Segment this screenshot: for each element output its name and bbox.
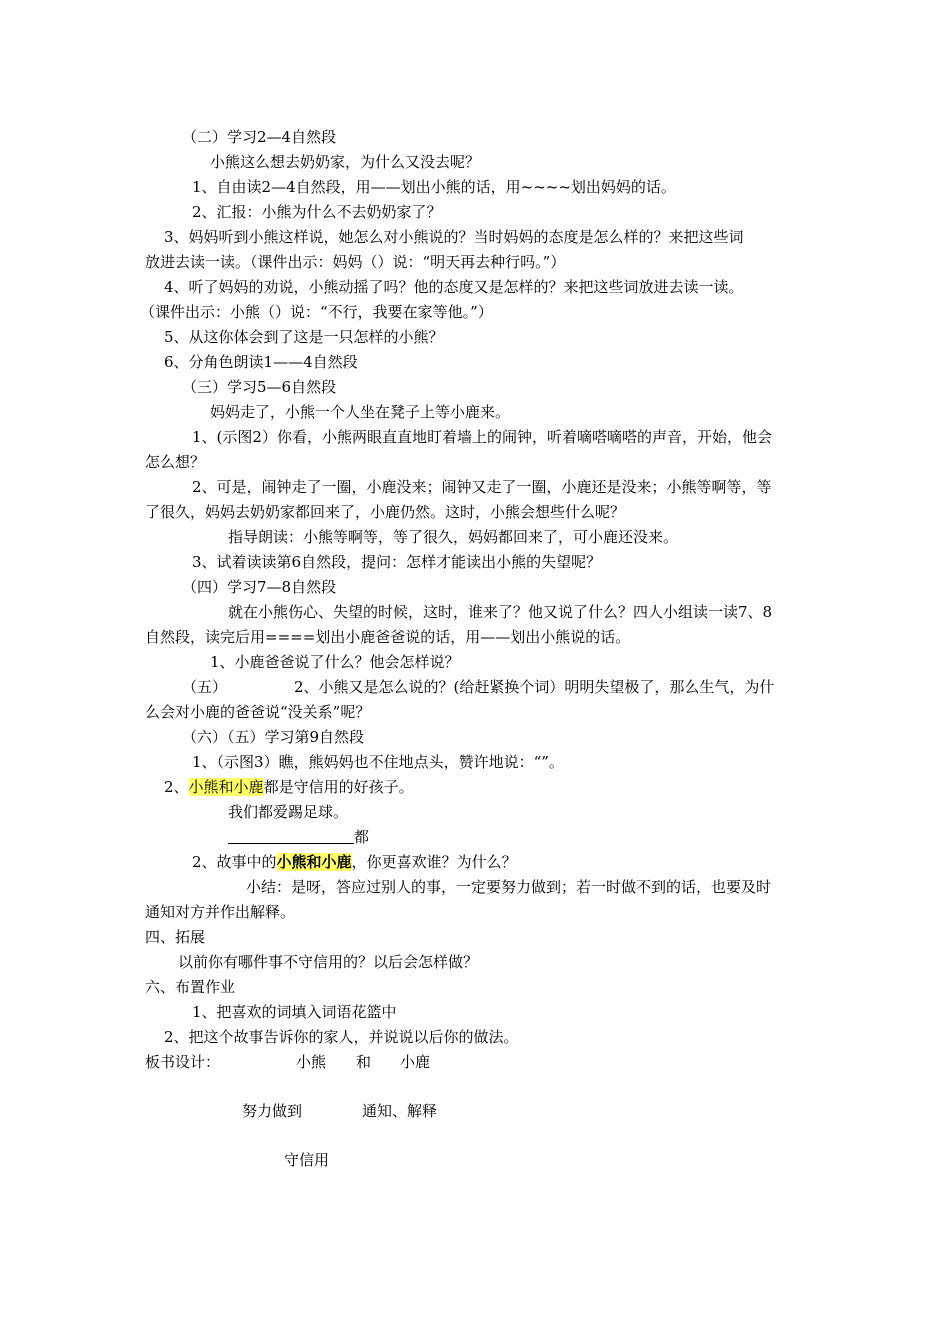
paragraph-line: 就在小熊伤心、失望的时候，这时，谁来了？他又说了什么？四人小组读一读7、8	[228, 603, 773, 621]
board-item-trust: 守信用	[284, 1151, 330, 1169]
highlighted-text: 小熊和小鹿	[276, 853, 352, 871]
paragraph-line: 放进去读一读。（课件出示：妈妈（）说：“明天再去种行吗。”）	[145, 253, 566, 271]
highlighted-text: 小熊和小鹿	[188, 778, 264, 796]
section-heading-4: （四）学习7—8自然段	[182, 578, 337, 596]
paragraph-line: 2、小熊又是怎么说的？(给赶紧换个词）明明失望极了，那么生气，为什	[294, 678, 775, 696]
paragraph-line: 4、听了妈妈的劝说，小熊动摇了吗？他的态度又是怎样的？来把这些词放进去读一读。	[164, 278, 744, 296]
paragraph-line: 小结：是呀，答应过别人的事，一定要努力做到；若一时做不到的话，也要及时	[246, 878, 772, 896]
line-suffix: ，你更喜欢谁？为什么？	[351, 853, 517, 871]
line-prefix: 2、故事中的	[192, 853, 277, 871]
board-design-label: 板书设计：	[145, 1053, 221, 1071]
paragraph-line: 1、自由读2—4自然段，用——划出小熊的话，用~~~~划出妈妈的话。	[192, 178, 676, 196]
paragraph-line: 通知对方并作出解释。	[145, 903, 296, 921]
paragraph-line: 妈妈走了，小熊一个人坐在凳子上等小鹿来。	[210, 403, 511, 421]
line-suffix: 都是守信用的好孩子。	[263, 778, 414, 796]
board-item-and: 和	[356, 1053, 372, 1071]
paragraph-line: 么会对小鹿的爸爸说“没关系”呢？	[145, 703, 371, 721]
paragraph-line: 5、从这你体会到了这是一只怎样的小熊？	[164, 328, 444, 346]
paragraph-line-highlighted	[164, 777, 414, 797]
board-item-effort: 努力做到	[242, 1102, 303, 1120]
section-heading-2: （二）学习2—4自然段	[182, 128, 337, 146]
paragraph-line: 1、（示图3）瞧，熊妈妈也不住地点头，赞许地说：“”。	[192, 753, 564, 771]
blank-underline	[228, 828, 354, 844]
line-prefix: 2、	[164, 778, 189, 796]
section-heading-extension: 四、拓展	[145, 928, 206, 946]
board-item-notify: 通知、解释	[362, 1102, 438, 1120]
paragraph-line: 1、小鹿爸爸说了什么？他会怎样说？	[210, 653, 460, 671]
paragraph-line: 2、汇报：小熊为什么不去奶奶家了？	[192, 203, 442, 221]
paragraph-line: 1、把喜欢的词填入词语花篮中	[192, 1003, 397, 1021]
paragraph-line: 小熊这么想去奶奶家，为什么又没去呢？	[210, 153, 481, 171]
paragraph-line: 2、可是，闹钟走了一圈，小鹿没来；闹钟又走了一圈，小鹿还是没来；小熊等啊等，等	[192, 478, 772, 496]
section-heading-3: （三）学习5—6自然段	[182, 378, 337, 396]
paragraph-line-highlighted	[192, 852, 517, 872]
paragraph-line: 了很久，妈妈去奶奶家都回来了，小鹿仍然。这时，小熊会想些什么呢？	[145, 503, 626, 521]
paragraph-line: （课件出示：小熊（）说：“不行，我要在家等他。”）	[140, 303, 493, 321]
paragraph-line: 怎么想？	[145, 453, 206, 471]
paragraph-line: 3、妈妈听到小熊这样说，她怎么对小熊说的？当时妈妈的态度是怎么样的？来把这些词	[164, 228, 744, 246]
blank-suffix: 都	[354, 828, 370, 846]
section-heading-homework: 六、布置作业	[145, 978, 236, 996]
board-item-bear: 小熊	[296, 1053, 327, 1071]
paragraph-line: 2、把这个故事告诉你的家人，并说说以后你的做法。	[164, 1028, 519, 1046]
paragraph-line: 以前你有哪件事不守信用的？以后会怎样做？	[178, 953, 479, 971]
paragraph-line: 3、试着读读第6自然段，提问：怎样才能读出小熊的失望呢？	[192, 553, 602, 571]
paragraph-line: 自然段，读完后用====划出小鹿爸爸说的话，用——划出小熊说的话。	[145, 628, 631, 646]
paragraph-line: 1、(示图2）你看，小熊两眼直直地盯着墙上的闹钟，听着嘀嗒嘀嗒的声音，开始，他会	[192, 428, 772, 446]
section-heading-5: （五）	[182, 678, 228, 696]
section-heading-6: （六）（五）学习第9自然段	[182, 728, 365, 746]
board-item-deer: 小鹿	[400, 1053, 431, 1071]
paragraph-line: 指导朗读：小熊等啊等，等了很久，妈妈都回来了，可小鹿还没来。	[228, 528, 679, 546]
paragraph-line: 6、分角色朗读1——4自然段	[164, 353, 358, 371]
example-sentence: 我们都爱踢足球。	[228, 803, 349, 821]
fill-in-blank-line	[228, 827, 369, 847]
